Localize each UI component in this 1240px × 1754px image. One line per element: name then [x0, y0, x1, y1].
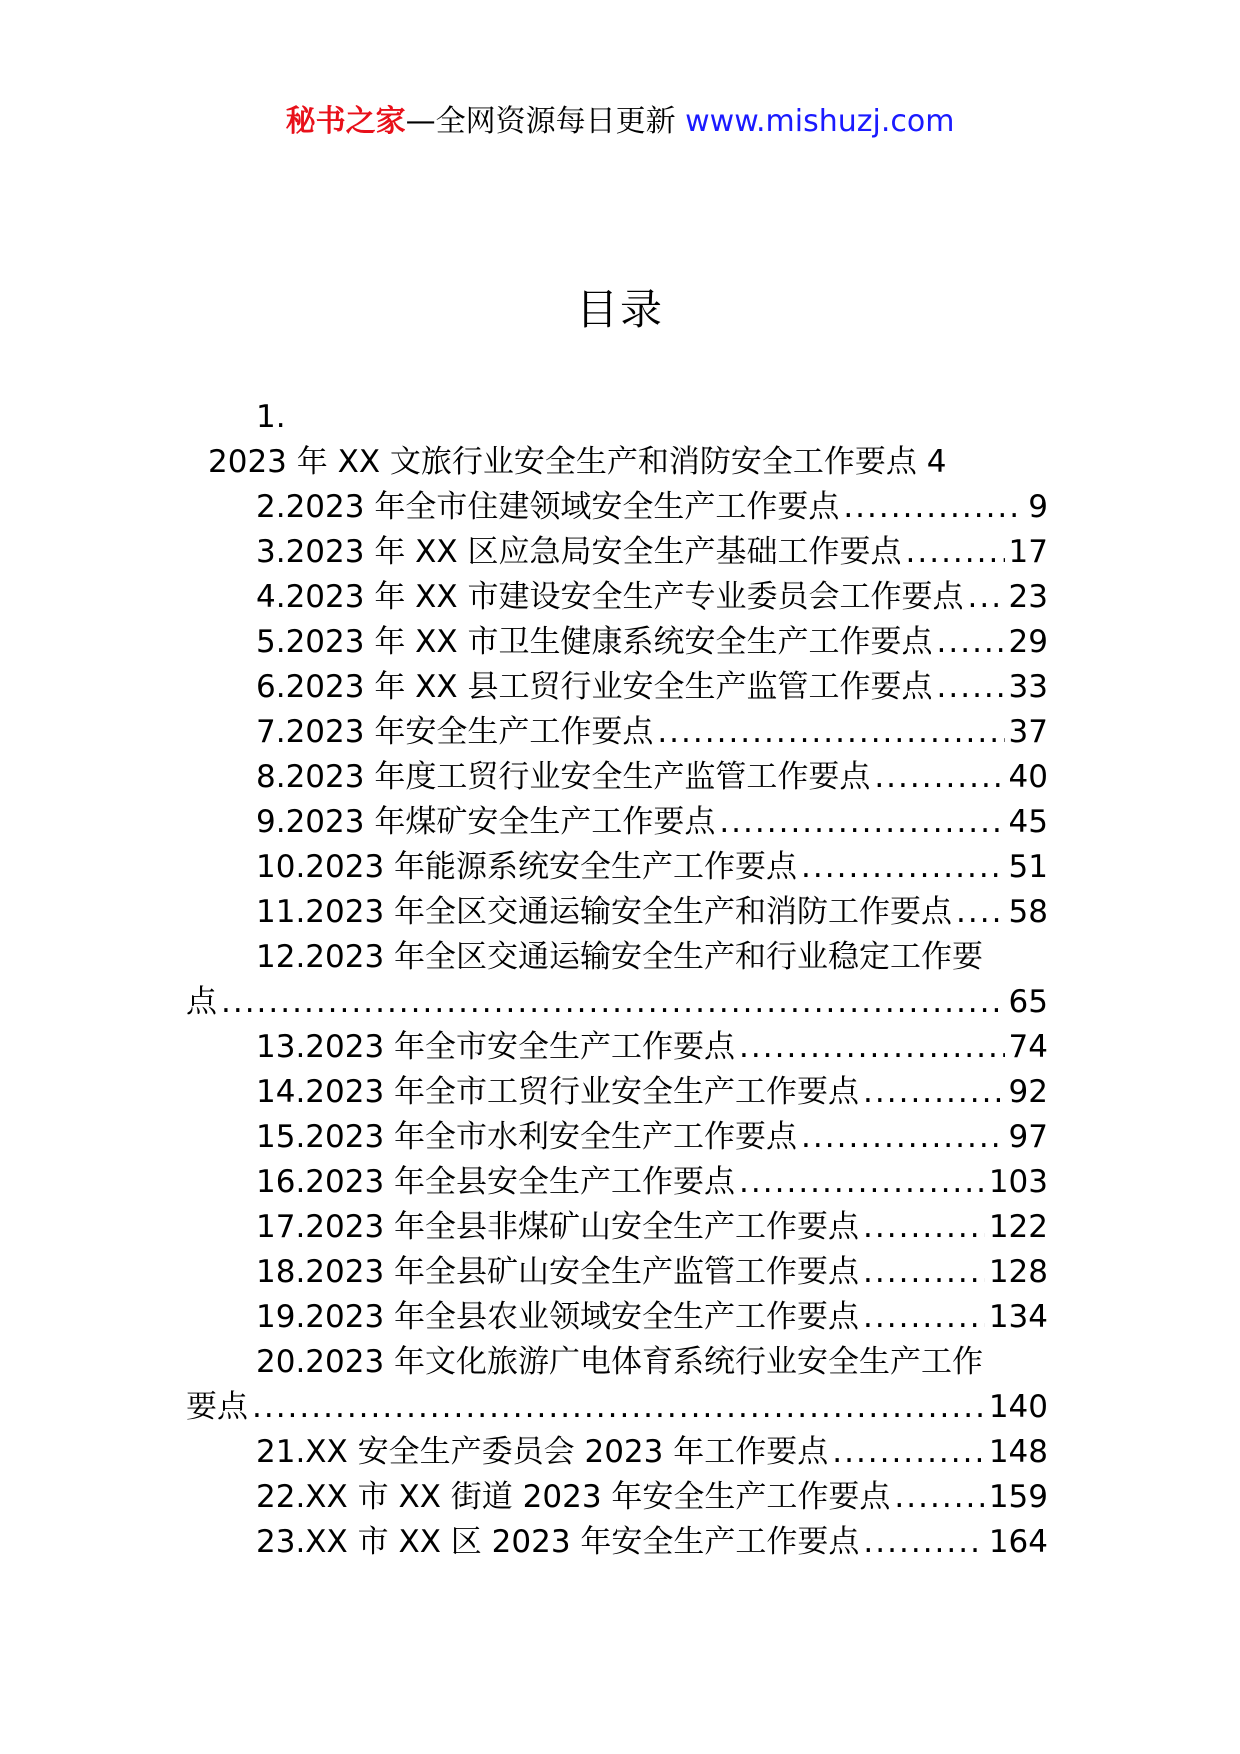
toc-leader-dots [863, 1070, 1005, 1115]
toc-entry[interactable] [186, 890, 1048, 935]
toc-entry-title: 2023 年 XX 文旅行业安全生产和消防安全工作要点 [208, 444, 917, 480]
toc-entry[interactable] [186, 755, 1048, 800]
toc-entry-title: 23.XX 市 XX 区 2023 年安全生产工作要点 [256, 1524, 860, 1560]
toc-entry[interactable] [186, 575, 1048, 620]
toc-leader-dots [906, 530, 1005, 575]
toc-entry-page: 40 [1008, 759, 1048, 795]
toc-entry-page: 103 [988, 1164, 1048, 1200]
toc-entry-title: 3.2023 年 XX 区应急局安全生产基础工作要点 [256, 534, 902, 570]
toc-entry-1[interactable] [186, 440, 1048, 485]
table-of-contents [186, 395, 1048, 1565]
toc-entry-title: 7.2023 年安全生产工作要点 [256, 714, 654, 750]
toc-entry-title: 15.2023 年全市水利安全生产工作要点 [256, 1119, 798, 1155]
toc-leader-dots [937, 665, 1005, 710]
toc-entry-12-line1[interactable]: 12.2023 年全区交通运输安全生产和行业稳定工作要 [256, 939, 984, 975]
toc-entry-title: 22.XX 市 XX 街道 2023 年安全生产工作要点 [256, 1479, 891, 1515]
toc-entry[interactable] [186, 620, 1048, 665]
toc-leader-dots [801, 845, 1005, 890]
toc-entry-title: 14.2023 年全市工贸行业安全生产工作要点 [256, 1074, 860, 1110]
toc-leader-dots [863, 1250, 985, 1295]
toc-entry-title: 16.2023 年全县安全生产工作要点 [256, 1164, 736, 1200]
toc-entry-page: 74 [1008, 1029, 1048, 1065]
toc-entry-20-line1[interactable]: 20.2023 年文化旅游广电体育系统行业安全生产工作 [256, 1344, 984, 1380]
toc-leader-dots [874, 755, 1004, 800]
toc-entry[interactable] [186, 485, 1048, 530]
toc-leader-dots [739, 1160, 985, 1205]
toc-entry-page: 33 [1008, 669, 1048, 705]
toc-entry-page: 29 [1008, 624, 1048, 660]
toc-entry[interactable] [186, 1115, 1048, 1160]
toc-entry-page: 65 [1008, 984, 1048, 1020]
toc-group-1 [186, 485, 1048, 935]
toc-entry-title: 8.2023 年度工贸行业安全生产监管工作要点 [256, 759, 871, 795]
toc-entry-page: 140 [988, 1389, 1048, 1425]
toc-entry[interactable] [186, 1430, 1048, 1475]
toc-entry-page: 58 [1008, 894, 1048, 930]
toc-leader-dots [719, 800, 1004, 845]
toc-entry-title: 11.2023 年全区交通运输安全生产和消防工作要点 [256, 894, 953, 930]
toc-entry-title: 4.2023 年 XX 市建设安全生产专业委员会工作要点 [256, 579, 964, 615]
toc-entry-title: 18.2023 年全县矿山安全生产监管工作要点 [256, 1254, 860, 1290]
toc-entry-page: 128 [988, 1254, 1048, 1290]
toc-entry-title: 点 [186, 984, 217, 1020]
site-url-link[interactable]: www.mishuzj.com [685, 104, 955, 139]
toc-leader-dots [863, 1205, 985, 1250]
toc-entry[interactable] [186, 1295, 1048, 1340]
toc-leader-dots [894, 1475, 984, 1520]
toc-leader-dots [937, 620, 1005, 665]
toc-entry[interactable] [186, 530, 1048, 575]
toc-entry-title: 17.2023 年全县非煤矿山安全生产工作要点 [256, 1209, 860, 1245]
toc-entry-title: 6.2023 年 XX 县工贸行业安全生产监管工作要点 [256, 669, 933, 705]
toc-entry-page: 97 [1008, 1119, 1048, 1155]
toc-entry[interactable] [186, 1520, 1048, 1565]
toc-entry-page: 159 [988, 1479, 1048, 1515]
toc-leader-dots [832, 1430, 985, 1475]
toc-leader-dots [801, 1115, 1005, 1160]
toc-leader-dots [843, 485, 1024, 530]
toc-leader-dots [252, 1385, 985, 1430]
toc-entry-title: 9.2023 年煤矿安全生产工作要点 [256, 804, 716, 840]
toc-entry-page: 122 [988, 1209, 1048, 1245]
toc-entry[interactable] [186, 1070, 1048, 1115]
brand-name: 秘书之家 [285, 104, 406, 139]
toc-group-2 [186, 1025, 1048, 1340]
toc-entry-page: 51 [1008, 849, 1048, 885]
toc-entry[interactable] [186, 800, 1048, 845]
toc-leader-dots [657, 710, 1004, 755]
toc-entry-title: 13.2023 年全市安全生产工作要点 [256, 1029, 736, 1065]
toc-entry-title: 19.2023 年全县农业领域安全生产工作要点 [256, 1299, 860, 1335]
page-title: 目录 [575, 285, 664, 334]
toc-leader-dots [968, 575, 1005, 620]
toc-entry-page: 4 [926, 444, 947, 480]
toc-entry-page: 17 [1008, 534, 1048, 570]
toc-entry[interactable] [186, 1475, 1048, 1520]
toc-entry-page: 92 [1008, 1074, 1048, 1110]
toc-entry-page: 23 [1008, 579, 1048, 615]
toc-entry[interactable] [186, 1160, 1048, 1205]
header-slogan: —全网资源每日更新 [405, 104, 676, 139]
toc-entry[interactable] [186, 710, 1048, 755]
toc-leader-dots [863, 1520, 984, 1565]
toc-leader-dots [863, 1295, 985, 1340]
toc-entry-title: 10.2023 年能源系统安全生产工作要点 [256, 849, 798, 885]
toc-entry-1-number[interactable]: 1. [256, 399, 286, 435]
toc-entry-title: 要点 [186, 1389, 248, 1425]
toc-entry-page: 148 [988, 1434, 1048, 1470]
toc-leader-dots [956, 890, 1005, 935]
toc-entry[interactable] [186, 665, 1048, 710]
toc-leader-dots [739, 1025, 1005, 1070]
toc-group-3 [186, 1430, 1048, 1565]
site-header [0, 100, 1240, 144]
toc-entry-title: 21.XX 安全生产委员会 2023 年工作要点 [256, 1434, 829, 1470]
toc-entry-title: 2.2023 年全市住建领域安全生产工作要点 [256, 489, 840, 525]
toc-entry[interactable] [186, 1250, 1048, 1295]
toc-entry-20-line2[interactable] [186, 1385, 1048, 1430]
toc-entry[interactable] [186, 1025, 1048, 1070]
toc-leader-dots [221, 980, 1005, 1025]
toc-entry-12-line2[interactable] [186, 980, 1048, 1025]
toc-entry-page: 164 [988, 1524, 1048, 1560]
toc-entry-page: 45 [1008, 804, 1048, 840]
toc-entry-title: 5.2023 年 XX 市卫生健康系统安全生产工作要点 [256, 624, 933, 660]
toc-entry[interactable] [186, 845, 1048, 890]
toc-entry-page: 9 [1028, 489, 1048, 525]
toc-entry-page: 134 [988, 1299, 1048, 1335]
toc-entry-page: 37 [1008, 714, 1048, 750]
toc-entry[interactable] [186, 1205, 1048, 1250]
